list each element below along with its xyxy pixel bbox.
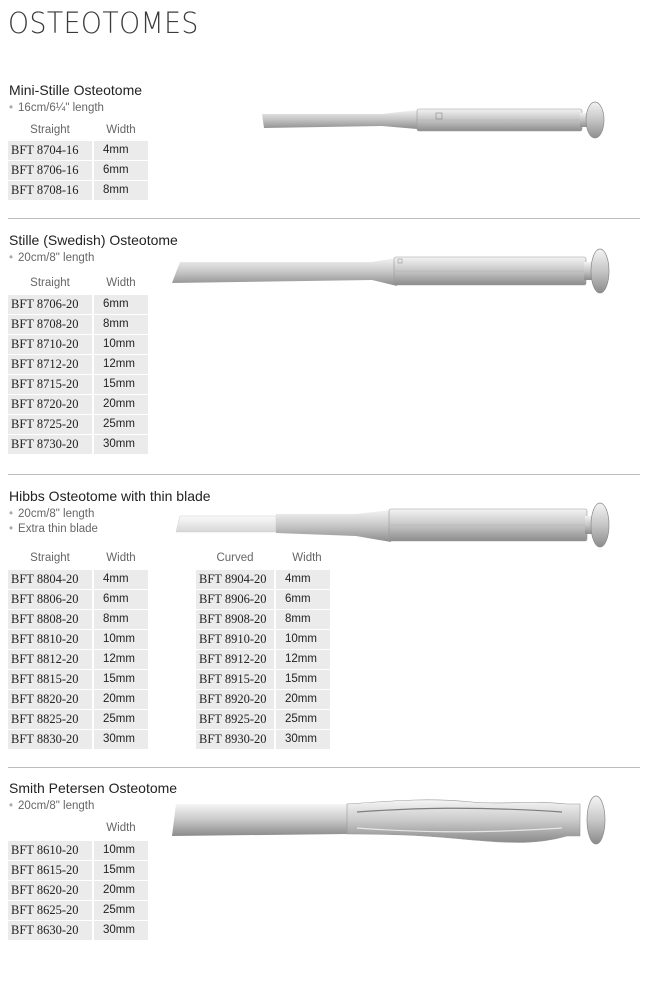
product-code: BFT 8815-20 [8, 670, 92, 689]
section-title: Mini-Stille Osteotome [9, 82, 143, 98]
spec-item: • Extra thin blade [9, 523, 98, 535]
product-code: BFT 8615-20 [8, 861, 92, 880]
blade-width: 20mm [276, 690, 330, 709]
product-code: BFT 8706-20 [8, 295, 92, 314]
spec-item: • 20cm/8" length [9, 800, 95, 812]
spec-item: • 20cm/8" length [9, 252, 95, 264]
blade-width: 30mm [276, 730, 330, 749]
blade-width: 8mm [94, 315, 148, 334]
product-code: BFT 8908-20 [196, 610, 274, 629]
blade-width: 6mm [94, 161, 148, 180]
blade-width: 6mm [276, 590, 330, 609]
mini-stille-osteotome-image [262, 100, 612, 142]
stille-osteotome-image [172, 248, 612, 296]
blade-width: 15mm [94, 670, 148, 689]
blade-width: 30mm [94, 730, 148, 749]
product-code: BFT 8806-20 [8, 590, 92, 609]
column-header-width: Width [106, 124, 136, 136]
product-code: BFT 8630-20 [8, 921, 92, 940]
product-code: BFT 8825-20 [8, 710, 92, 729]
blade-width: 4mm [276, 570, 330, 589]
product-code: BFT 8715-20 [8, 375, 92, 394]
blade-width: 12mm [94, 650, 148, 669]
blade-width: 8mm [276, 610, 330, 629]
spec-item: • 20cm/8" length [9, 508, 95, 520]
product-code: BFT 8820-20 [8, 690, 92, 709]
product-code: BFT 8706-16 [8, 161, 92, 180]
product-code: BFT 8704-16 [8, 141, 92, 160]
blade-width: 20mm [94, 881, 148, 900]
blade-width: 15mm [94, 375, 148, 394]
product-code: BFT 8808-20 [8, 610, 92, 629]
product-code: BFT 8610-20 [8, 841, 92, 860]
blade-width: 8mm [94, 610, 148, 629]
column-header-width: Width [292, 552, 322, 564]
blade-width: 6mm [94, 590, 148, 609]
product-code: BFT 8730-20 [8, 435, 92, 454]
product-code: BFT 8904-20 [196, 570, 274, 589]
column-header-straight: Straight [30, 124, 70, 136]
product-code: BFT 8710-20 [8, 335, 92, 354]
column-header-width: Width [106, 822, 136, 834]
product-code: BFT 8915-20 [196, 670, 274, 689]
blade-width: 10mm [94, 335, 148, 354]
product-code: BFT 8708-16 [8, 181, 92, 200]
blade-width: 12mm [276, 650, 330, 669]
blade-width: 10mm [94, 841, 148, 860]
hibbs-osteotome-image [176, 502, 612, 550]
product-code: BFT 8925-20 [196, 710, 274, 729]
blade-width: 25mm [94, 415, 148, 434]
column-header-straight: Straight [30, 552, 70, 564]
blade-width: 20mm [94, 395, 148, 414]
product-code: BFT 8620-20 [8, 881, 92, 900]
section-title: Smith Petersen Osteotome [9, 780, 178, 796]
blade-width: 15mm [276, 670, 330, 689]
blade-width: 6mm [94, 295, 148, 314]
spec-item: • 16cm/6¼" length [9, 102, 104, 114]
product-code: BFT 8830-20 [8, 730, 92, 749]
product-code: BFT 8720-20 [8, 395, 92, 414]
blade-width: 12mm [94, 355, 148, 374]
product-code: BFT 8920-20 [196, 690, 274, 709]
section-divider [8, 218, 640, 219]
product-code: BFT 8708-20 [8, 315, 92, 334]
section-title: Hibbs Osteotome with thin blade [9, 488, 211, 504]
blade-width: 25mm [276, 710, 330, 729]
section-divider [8, 767, 640, 768]
product-code: BFT 8810-20 [8, 630, 92, 649]
product-code: BFT 8910-20 [196, 630, 274, 649]
column-header-width: Width [106, 552, 136, 564]
column-header-curved: Curved [216, 552, 254, 564]
product-code: BFT 8812-20 [8, 650, 92, 669]
section-title: Stille (Swedish) Osteotome [9, 232, 178, 248]
product-code: BFT 8930-20 [196, 730, 274, 749]
smith-petersen-osteotome-image [172, 790, 612, 852]
page-title: OSTEOTOMES [8, 6, 199, 40]
blade-width: 10mm [94, 630, 148, 649]
product-code: BFT 8804-20 [8, 570, 92, 589]
column-header-straight: Straight [30, 277, 70, 289]
product-code: BFT 8906-20 [196, 590, 274, 609]
product-code: BFT 8725-20 [8, 415, 92, 434]
product-code: BFT 8625-20 [8, 901, 92, 920]
blade-width: 25mm [94, 710, 148, 729]
product-code: BFT 8912-20 [196, 650, 274, 669]
blade-width: 4mm [94, 141, 148, 160]
blade-width: 30mm [94, 921, 148, 940]
blade-width: 30mm [94, 435, 148, 454]
blade-width: 10mm [276, 630, 330, 649]
section-divider [8, 474, 640, 475]
blade-width: 25mm [94, 901, 148, 920]
blade-width: 15mm [94, 861, 148, 880]
column-header-width: Width [106, 277, 136, 289]
product-code: BFT 8712-20 [8, 355, 92, 374]
blade-width: 20mm [94, 690, 148, 709]
blade-width: 8mm [94, 181, 148, 200]
blade-width: 4mm [94, 570, 148, 589]
